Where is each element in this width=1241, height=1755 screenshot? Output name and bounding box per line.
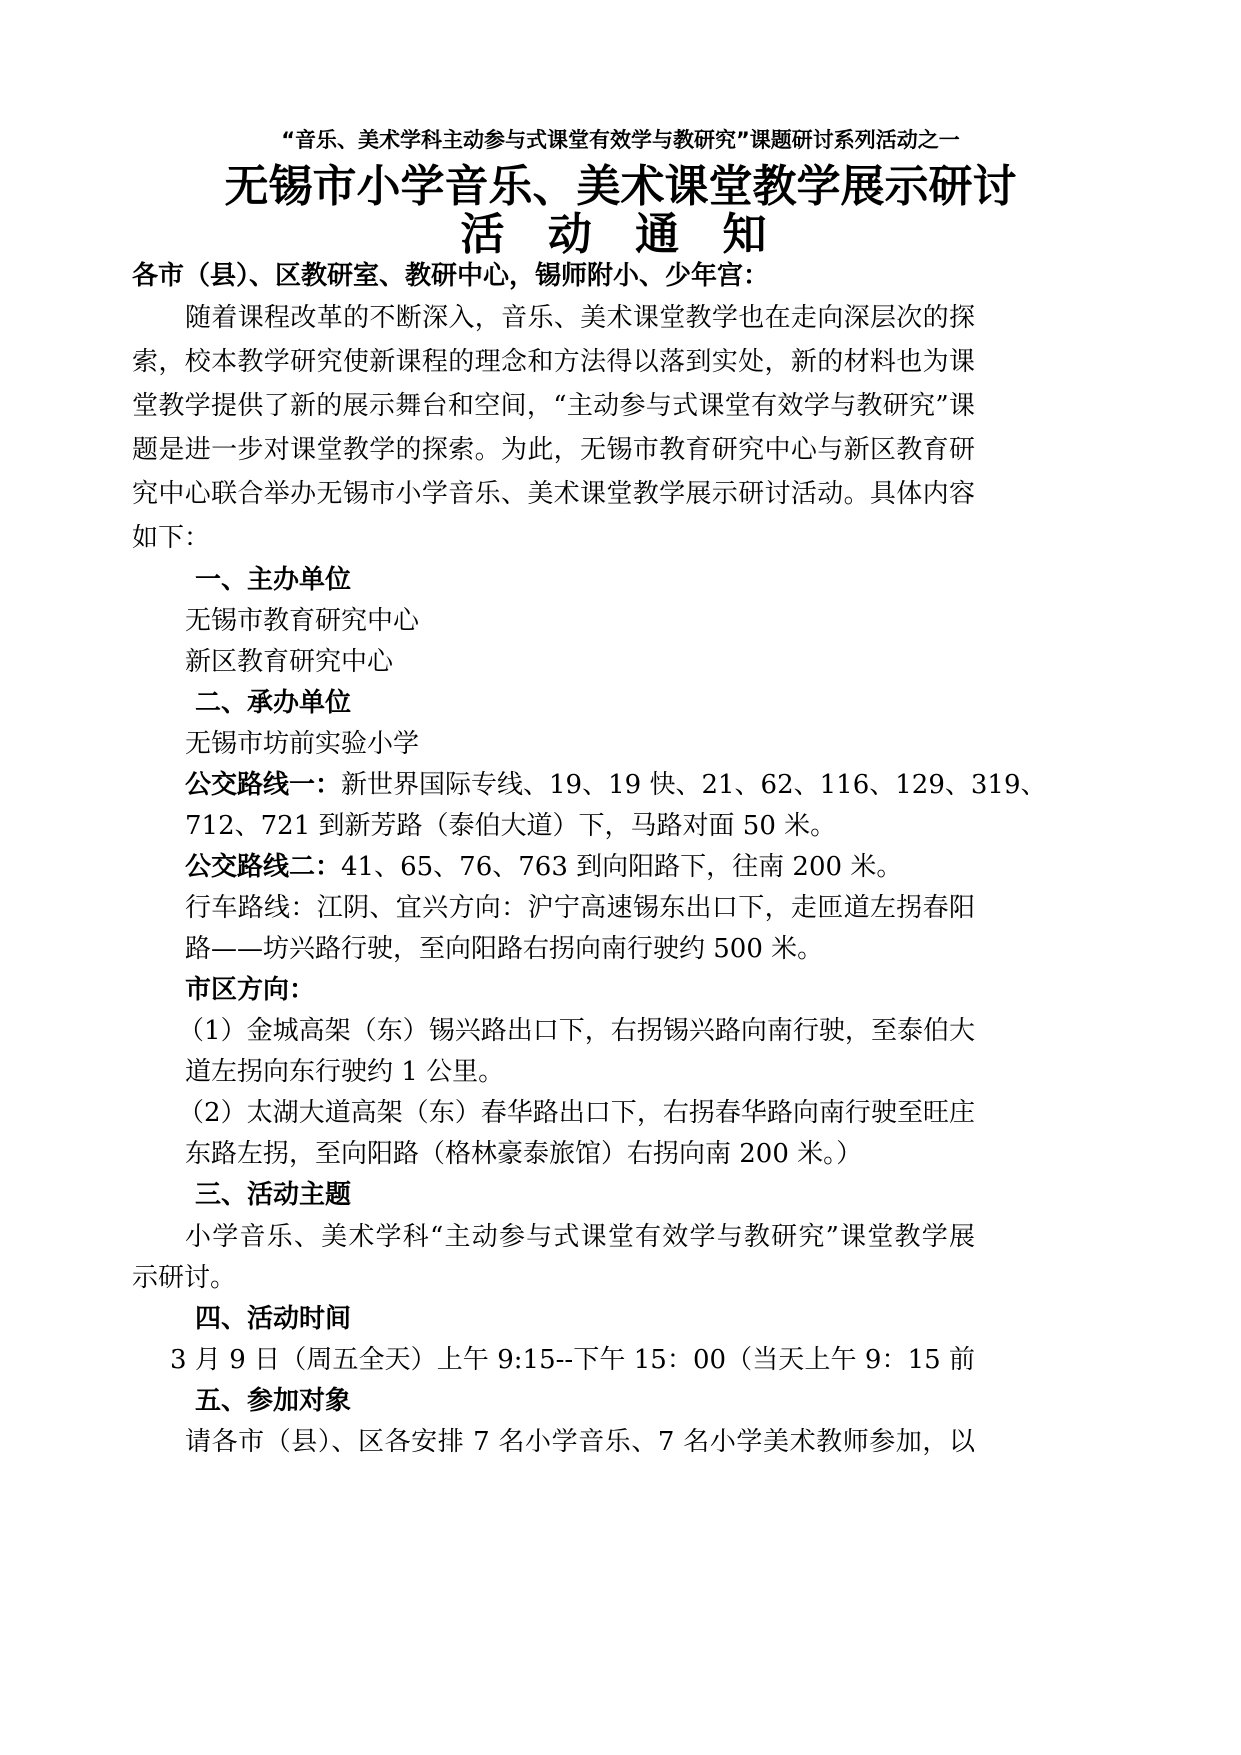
city-direction-label: 市区方向： [185,975,316,1005]
intro-line: 究中心联合举办无锡市小学音乐、美术课堂教学展示研讨活动。具体内容 [132,479,975,509]
section-heading-1: 一、主办单位 [195,565,352,595]
bus-route-1-cont: 712、721 到新芳路（泰伯大道）下，马路对面 50 米。 [185,811,837,841]
intro-line: 如下： [132,523,211,553]
intro-line: 索，校本教学研究使新课程的理念和方法得以落到实处，新的材料也为课 [132,347,975,377]
bus-route-1-label: 公交路线一： [185,770,342,800]
theme-line-cont: 示研讨。 [132,1263,237,1293]
organizer-item: 无锡市教育研究中心 [185,606,420,636]
city-route-2-cont: 东路左拐，至向阳路（格林豪泰旅馆）右拐向南 200 米。） [185,1139,863,1169]
intro-line: 堂教学提供了新的展示舞台和空间，“主动参与式课堂有效学与教研究”课 [132,391,975,421]
intro-line: 随着课程改革的不断深入，音乐、美术课堂教学也在走向深层次的探 [185,303,975,333]
bus-route-2-text: 41、65、76、763 到向阳路下，往南 200 米。 [341,852,903,882]
drive-route: 行车路线：江阴、宜兴方向：沪宁高速锡东出口下，走匝道左拐春阳 [185,893,975,923]
city-route-1: （1）金城高架（东）锡兴路出口下，右拐锡兴路向南行驶，至泰伯大 [178,1016,975,1046]
section-heading-2: 二、承办单位 [195,688,352,718]
bus-route-2 [185,849,902,885]
section-heading-5: 五、参加对象 [195,1386,352,1416]
intro-line: 题是进一步对课堂教学的探索。为此，无锡市教育研究中心与新区教育研 [132,435,975,465]
title-line-2: 活 动 通 知 [460,209,781,260]
series-title: “音乐、美术学科主动参与式课堂有效学与教研究”课题研讨系列活动之一 [281,128,960,152]
bus-route-1 [185,767,1047,803]
drive-route-cont: 路——坊兴路行驶，至向阳路右拐向南行驶约 500 米。 [185,934,824,964]
bus-route-2-label: 公交路线二： [185,852,342,882]
theme-line: 小学音乐、美术学科“主动参与式课堂有效学与教研究”课堂教学展 [185,1222,975,1252]
participants-line: 请各市（县）、区各安排 7 名小学音乐、7 名小学美术教师参加，以 [185,1427,975,1457]
section-heading-3: 三、活动主题 [195,1180,352,1210]
activity-time: 3 月 9 日（周五全天）上午 9:15--下午 15：00（当天上午 9：15 前 [170,1345,975,1375]
title-line-1: 无锡市小学音乐、美术课堂教学展示研讨 [224,161,1017,212]
bus-route-1-text: 新世界国际专线、19、19 快、21、62、116、129、319、 [341,770,1047,800]
host-school: 无锡市坊前实验小学 [185,729,420,759]
city-route-2: （2）太湖大道高架（东）春华路出口下，右拐春华路向南行驶至旺庄 [178,1098,975,1128]
city-route-1-cont: 道左拐向东行驶约 1 公里。 [185,1057,505,1087]
section-heading-4: 四、活动时间 [195,1304,352,1334]
addressee: 各市（县）、区教研室、教研中心，锡师附小、少年宫： [132,261,770,291]
organizer-item: 新区教育研究中心 [185,647,394,677]
